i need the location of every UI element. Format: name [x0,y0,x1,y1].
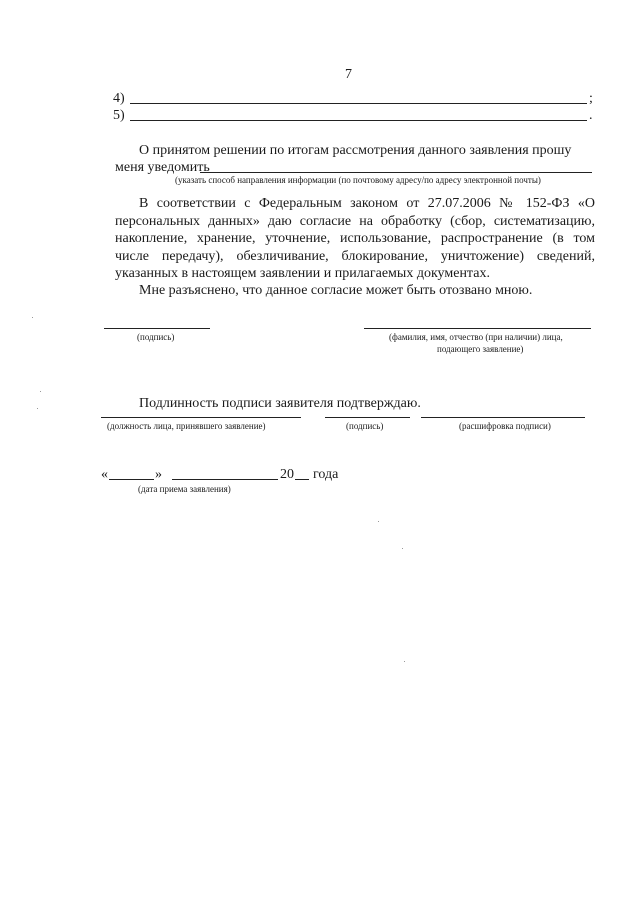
receiver-decoding-field [421,417,585,418]
scan-speck [378,521,379,522]
scan-speck [37,408,38,409]
list-item-5-end: . [589,108,593,123]
applicant-name-caption-2: подающего заявление) [437,344,524,354]
scan-speck [32,317,33,318]
receiver-position-caption: (должность лица, принявшего заявление) [107,421,266,431]
list-item-4-end: ; [589,91,593,106]
scan-speck [404,661,405,662]
date-year-word: года [313,467,339,482]
applicant-name-caption-1: (фамилия, имя, отчество (при наличии) лица, [389,332,563,342]
receiver-signature-caption: (подпись) [346,421,384,431]
consent-paragraph: В соответствии с Федеральным законом от 27.07.2006 № 152-ФЗ «О персональных данных» даю согласие на обработку (сбор, систематизацию, накопление, хранение, уточнение, использование, распространение (в том числе передачу), обезличивание, блокирование, уничтожение) сведений, указанных в настоящем заявлении и прилагаемых документах. [115,196,595,281]
receiver-position-field [101,417,301,418]
date-month-field [172,479,278,480]
list-item-4-label: 4) [113,91,125,106]
scan-speck [402,548,403,549]
notify-line-2: меня уведомить [115,160,210,175]
date-day-field [109,479,154,480]
list-item-5-label: 5) [113,108,125,123]
receiver-decoding-caption: (расшифровка подписи) [459,421,551,431]
date-year-prefix: 20 [280,467,294,482]
date-open-quote: « [101,467,108,482]
date-close-quote: » [155,467,162,482]
receiver-signature-field [325,417,410,418]
list-item-5-field [130,120,587,121]
applicant-signature-caption: (подпись) [137,332,175,342]
date-caption: (дата приема заявления) [138,484,231,494]
notify-method-field [200,172,592,173]
authenticity-statement: Подлинность подписи заявителя подтверждаю. [139,396,421,411]
page-number: 7 [345,67,352,82]
revocation-note: Мне разъяснено, что данное согласие может быть отозвано мною. [139,283,533,298]
notify-line-1: О принятом решении по итогам рассмотрения данного заявления прошу [139,143,572,158]
date-year-field [295,479,309,480]
scan-speck [40,391,41,392]
applicant-name-field [364,328,591,329]
notify-caption: (указать способ направления информации (по почтовому адресу/по адресу электронной почты) [175,175,541,185]
list-item-4-field [130,103,587,104]
applicant-signature-field [104,328,210,329]
